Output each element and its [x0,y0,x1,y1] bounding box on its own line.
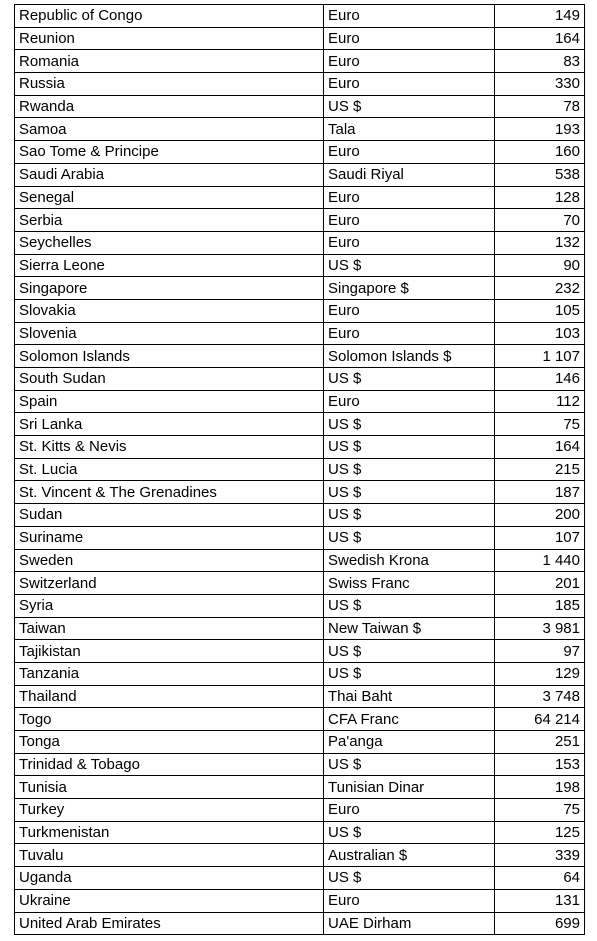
amount-cell: 125 [495,821,585,844]
table-row [15,73,585,96]
country-cell: St. Vincent & The Grenadines [15,481,324,504]
table-row [15,27,585,50]
amount-cell: 251 [495,731,585,754]
table-row [15,95,585,118]
country-cell: Seychelles [15,231,324,254]
country-cell: Suriname [15,526,324,549]
country-cell: Sudan [15,504,324,527]
currency-cell: Euro [324,186,495,209]
amount-cell: 129 [495,662,585,685]
country-cell: Rwanda [15,95,324,118]
table-row [15,685,585,708]
currency-cell: Euro [324,299,495,322]
country-cell: Turkey [15,799,324,822]
currency-cell: UAE Dirham [324,912,495,935]
table-row [15,390,585,413]
currency-cell: US $ [324,481,495,504]
currency-cell: Euro [324,141,495,164]
country-cell: Slovakia [15,299,324,322]
country-cell: Singapore [15,277,324,300]
table-row [15,799,585,822]
table-row [15,368,585,391]
country-cell: Samoa [15,118,324,141]
amount-cell: 64 [495,867,585,890]
currency-cell: US $ [324,526,495,549]
country-cell: Saudi Arabia [15,163,324,186]
amount-cell: 78 [495,95,585,118]
currency-cell: US $ [324,413,495,436]
table-row [15,413,585,436]
country-cell: Uganda [15,867,324,890]
amount-cell: 215 [495,458,585,481]
currency-cell: Euro [324,322,495,345]
country-cell: Switzerland [15,572,324,595]
table-row [15,186,585,209]
amount-cell: 146 [495,368,585,391]
country-cell: Romania [15,50,324,73]
amount-cell: 75 [495,413,585,436]
country-cell: United Arab Emirates [15,912,324,935]
currency-cell: Euro [324,73,495,96]
country-cell: Syria [15,594,324,617]
country-cell: Tuvalu [15,844,324,867]
amount-cell: 112 [495,390,585,413]
table-row [15,867,585,890]
amount-cell: 3 981 [495,617,585,640]
amount-cell: 699 [495,912,585,935]
country-cell: Republic of Congo [15,5,324,28]
currency-cell: US $ [324,458,495,481]
currency-cell: US $ [324,867,495,890]
amount-cell: 164 [495,27,585,50]
country-cell: St. Kitts & Nevis [15,436,324,459]
table-row [15,617,585,640]
country-cell: Slovenia [15,322,324,345]
amount-cell: 70 [495,209,585,232]
currency-cell: Euro [324,390,495,413]
table-row [15,549,585,572]
amount-cell: 90 [495,254,585,277]
amount-cell: 3 748 [495,685,585,708]
table-row [15,572,585,595]
amount-cell: 232 [495,277,585,300]
currency-cell: Swiss Franc [324,572,495,595]
currency-cell: US $ [324,594,495,617]
amount-cell: 187 [495,481,585,504]
country-cell: Tonga [15,731,324,754]
table-row [15,776,585,799]
country-cell: Solomon Islands [15,345,324,368]
amount-cell: 153 [495,753,585,776]
currency-cell: US $ [324,640,495,663]
currency-cell: Thai Baht [324,685,495,708]
amount-cell: 131 [495,889,585,912]
country-cell: Reunion [15,27,324,50]
currency-cell: Euro [324,50,495,73]
country-cell: Ukraine [15,889,324,912]
table-row [15,662,585,685]
currency-cell: US $ [324,504,495,527]
country-cell: Senegal [15,186,324,209]
currency-cell: Euro [324,5,495,28]
rates-table [14,4,585,935]
table-row [15,322,585,345]
table-row [15,594,585,617]
currency-cell: Euro [324,209,495,232]
amount-cell: 97 [495,640,585,663]
country-cell: Sri Lanka [15,413,324,436]
currency-cell: Euro [324,889,495,912]
currency-cell: Tala [324,118,495,141]
table-row [15,731,585,754]
table-row [15,753,585,776]
currency-cell: Singapore $ [324,277,495,300]
amount-cell: 538 [495,163,585,186]
currency-cell: US $ [324,254,495,277]
table-row [15,5,585,28]
table-row [15,141,585,164]
amount-cell: 64 214 [495,708,585,731]
country-cell: Tunisia [15,776,324,799]
table-row [15,50,585,73]
amount-cell: 105 [495,299,585,322]
amount-cell: 75 [495,799,585,822]
table-row [15,844,585,867]
table-row [15,640,585,663]
country-cell: Russia [15,73,324,96]
table-row [15,163,585,186]
table-row [15,481,585,504]
amount-cell: 107 [495,526,585,549]
currency-cell: Solomon Islands $ [324,345,495,368]
table-row [15,345,585,368]
amount-cell: 103 [495,322,585,345]
currency-cell: Saudi Riyal [324,163,495,186]
currency-cell: US $ [324,368,495,391]
table-row [15,436,585,459]
table-row [15,708,585,731]
amount-cell: 200 [495,504,585,527]
currency-cell: Australian $ [324,844,495,867]
table-row [15,231,585,254]
amount-cell: 330 [495,73,585,96]
country-cell: Sierra Leone [15,254,324,277]
amount-cell: 149 [495,5,585,28]
amount-cell: 132 [495,231,585,254]
currency-cell: US $ [324,662,495,685]
country-cell: Turkmenistan [15,821,324,844]
table-row [15,821,585,844]
table-row [15,277,585,300]
table-row [15,504,585,527]
country-cell: Togo [15,708,324,731]
amount-cell: 185 [495,594,585,617]
country-cell: Spain [15,390,324,413]
country-cell: Tanzania [15,662,324,685]
currency-cell: Euro [324,27,495,50]
currency-cell: Pa'anga [324,731,495,754]
currency-cell: Euro [324,799,495,822]
amount-cell: 164 [495,436,585,459]
amount-cell: 193 [495,118,585,141]
currency-cell: Swedish Krona [324,549,495,572]
amount-cell: 83 [495,50,585,73]
currency-cell: US $ [324,95,495,118]
currency-cell: Euro [324,231,495,254]
amount-cell: 128 [495,186,585,209]
table-row [15,254,585,277]
table-row [15,118,585,141]
currency-cell: CFA Franc [324,708,495,731]
currency-cell: New Taiwan $ [324,617,495,640]
amount-cell: 339 [495,844,585,867]
country-cell: Tajikistan [15,640,324,663]
amount-cell: 1 107 [495,345,585,368]
currency-cell: US $ [324,821,495,844]
table-row [15,458,585,481]
country-cell: Serbia [15,209,324,232]
country-cell: Sao Tome & Principe [15,141,324,164]
currency-cell: US $ [324,753,495,776]
country-cell: South Sudan [15,368,324,391]
currency-cell: US $ [324,436,495,459]
table-row [15,889,585,912]
country-cell: Taiwan [15,617,324,640]
country-cell: Thailand [15,685,324,708]
amount-cell: 201 [495,572,585,595]
amount-cell: 160 [495,141,585,164]
rates-table-body [15,5,585,935]
country-cell: Trinidad & Tobago [15,753,324,776]
country-cell: Sweden [15,549,324,572]
country-cell: St. Lucia [15,458,324,481]
currency-cell: Tunisian Dinar [324,776,495,799]
table-row [15,526,585,549]
table-row [15,912,585,935]
table-row [15,209,585,232]
amount-cell: 1 440 [495,549,585,572]
table-row [15,299,585,322]
amount-cell: 198 [495,776,585,799]
